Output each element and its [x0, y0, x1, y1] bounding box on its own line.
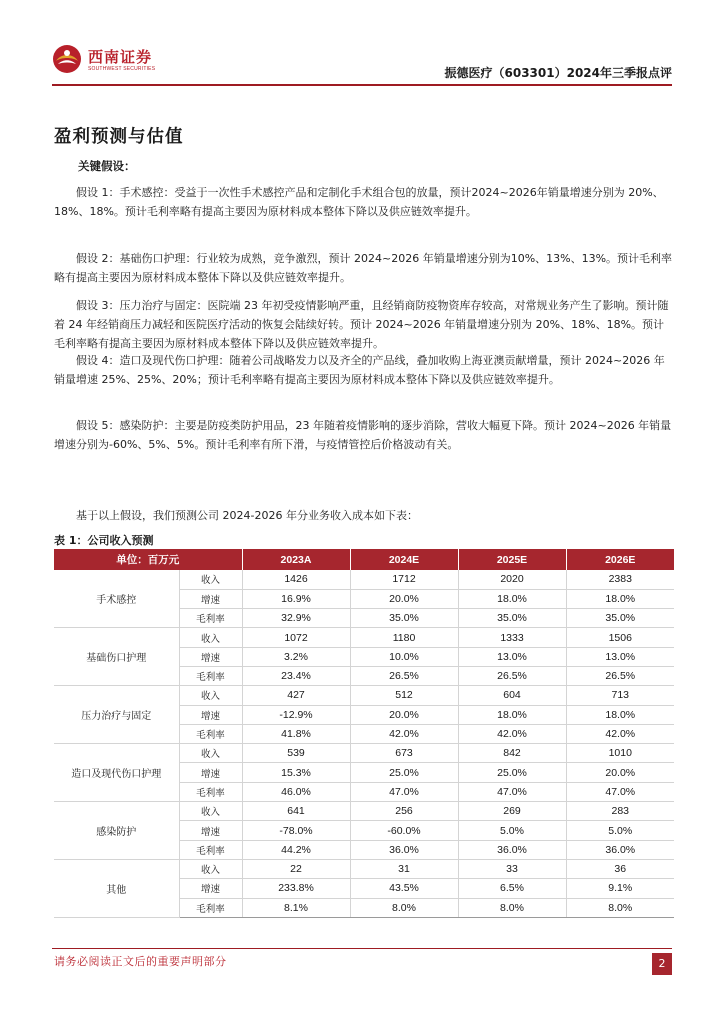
metric-label: 收入: [179, 802, 242, 821]
page-header: [0, 0, 724, 90]
table-cell: 23.4%: [242, 666, 350, 685]
table-intro-paragraph: 基于以上假设，我们预测公司 2024-2026 年分业务收入成本如下表：: [76, 509, 418, 522]
table-cell: 283: [566, 802, 674, 821]
table-cell: 641: [242, 802, 350, 821]
table-cell: 42.0%: [350, 724, 458, 743]
assumption-paragraph-3: 假设 3：压力治疗与固定：医院端 23 年初受疫情影响严重，且经销商防疫物资库存较高，对常规业务产生了影响。预计随着 24 年经销商压力减轻和医院医疗活动的恢复会陆续好转。预计 2024~2026 年销量增速分别为 20%、18%、18%。预计毛利率略有提高主要因为原材料成本整体下降以及供应链效率提升。: [54, 299, 669, 350]
segment-name: 感染防护: [54, 802, 179, 860]
table-row: [54, 802, 674, 821]
table-cell: -78.0%: [242, 821, 350, 840]
table-cell: 1010: [566, 744, 674, 763]
table-cell: 1506: [566, 628, 674, 647]
table-cell: 8.0%: [566, 898, 674, 917]
year-header: 2025E: [458, 549, 566, 570]
table-header-row: [54, 549, 674, 570]
table-cell: 36.0%: [350, 840, 458, 859]
table-cell: 16.9%: [242, 589, 350, 608]
table-cell: 713: [566, 686, 674, 705]
table-cell: 26.5%: [458, 666, 566, 685]
table-cell: 32.9%: [242, 609, 350, 628]
table-cell: 1072: [242, 628, 350, 647]
table-cell: 18.0%: [566, 705, 674, 724]
table-cell: -60.0%: [350, 821, 458, 840]
metric-label: 收入: [179, 859, 242, 878]
assumption-paragraph-1: 假设 1：手术感控：受益于一次性手术感控产品和定制化手术组合包的放量，预计2024~2026年销量增速分别为 20%、18%、18%。预计毛利率略有提高主要因为原材料成本整体下降以及供应链效率提升。: [54, 186, 664, 218]
metric-label: 收入: [179, 744, 242, 763]
logo-name-en: SOUTHWEST SECURITIES: [88, 66, 156, 72]
table-cell: 10.0%: [350, 647, 458, 666]
table-cell: 539: [242, 744, 350, 763]
table-cell: 233.8%: [242, 879, 350, 898]
year-header: 2026E: [566, 549, 674, 570]
assumption-paragraph-2: 假设 2：基础伤口护理：行业较为成熟，竞争激烈，预计 2024~2026 年销量增速分别为10%、13%、13%。预计毛利率略有提高主要因为原材料成本整体下降以及供应链效率提升。: [54, 252, 673, 284]
table-cell: 18.0%: [458, 705, 566, 724]
table-cell: 1712: [350, 570, 458, 589]
table-cell: 25.0%: [350, 763, 458, 782]
table-row: [54, 570, 674, 589]
page-number: 2: [652, 953, 672, 975]
segment-name: 基础伤口护理: [54, 628, 179, 686]
metric-label: 毛利率: [179, 898, 242, 917]
table-cell: 41.8%: [242, 724, 350, 743]
table-cell: 2020: [458, 570, 566, 589]
segment-name: 其他: [54, 859, 179, 917]
table-cell: 35.0%: [566, 609, 674, 628]
table-cell: 35.0%: [350, 609, 458, 628]
segment-name: 造口及现代伤口护理: [54, 744, 179, 802]
table-cell: 47.0%: [350, 782, 458, 801]
table-cell: 1333: [458, 628, 566, 647]
metric-label: 毛利率: [179, 840, 242, 859]
metric-label: 毛利率: [179, 724, 242, 743]
metric-label: 增速: [179, 879, 242, 898]
table-cell: 5.0%: [566, 821, 674, 840]
table-cell: 26.5%: [566, 666, 674, 685]
table-caption: 表 1：公司收入预测: [54, 534, 154, 547]
metric-label: 收入: [179, 570, 242, 589]
table-cell: 36.0%: [458, 840, 566, 859]
assumption-paragraph-5: 假设 5：感染防护：主要是防疫类防护用品，23 年随着疫情影响的逐步消除，营收大幅夏下降。预计 2024~2026 年销量增速分别为-60%、5%、5%。预计毛利率有所下滑，与疫情管控后价格波动有关。: [54, 419, 672, 451]
table-cell: 13.0%: [458, 647, 566, 666]
logo-name-cn: 西南证券: [88, 48, 153, 66]
table-cell: 42.0%: [566, 724, 674, 743]
year-header: 2023A: [242, 549, 350, 570]
table-cell: 20.0%: [350, 589, 458, 608]
report-title: 振德医疗（603301）2024年三季报点评: [444, 66, 672, 80]
footer-divider: [52, 948, 672, 949]
table-cell: 13.0%: [566, 647, 674, 666]
table-cell: 20.0%: [566, 763, 674, 782]
table-cell: 2383: [566, 570, 674, 589]
unit-header: 单位：百万元: [54, 549, 242, 570]
table-cell: 269: [458, 802, 566, 821]
table-cell: 20.0%: [350, 705, 458, 724]
section-title: 盈利预测与估值: [54, 127, 184, 147]
table-cell: 1180: [350, 628, 458, 647]
table-cell: 842: [458, 744, 566, 763]
table-cell: 3.2%: [242, 647, 350, 666]
table-cell: 256: [350, 802, 458, 821]
table-cell: 427: [242, 686, 350, 705]
metric-label: 增速: [179, 821, 242, 840]
table-cell: 47.0%: [566, 782, 674, 801]
table-cell: 26.5%: [350, 666, 458, 685]
southwest-securities-logo-icon: [52, 44, 82, 74]
table-row: [54, 859, 674, 878]
table-cell: 8.0%: [458, 898, 566, 917]
table-cell: 6.5%: [458, 879, 566, 898]
year-header: 2024E: [350, 549, 458, 570]
table-cell: 33: [458, 859, 566, 878]
key-assumptions-label: 关键假设：: [78, 159, 136, 173]
metric-label: 增速: [179, 589, 242, 608]
segment-name: 手术感控: [54, 570, 179, 628]
table-cell: 44.2%: [242, 840, 350, 859]
disclaimer-note: 请务必阅读正文后的重要声明部分: [54, 955, 227, 968]
metric-label: 增速: [179, 763, 242, 782]
table-row: [54, 628, 674, 647]
table-cell: 18.0%: [566, 589, 674, 608]
metric-label: 毛利率: [179, 609, 242, 628]
table-cell: 31: [350, 859, 458, 878]
table-cell: 9.1%: [566, 879, 674, 898]
table-row: [54, 686, 674, 705]
table-cell: 25.0%: [458, 763, 566, 782]
table-cell: 35.0%: [458, 609, 566, 628]
table-cell: 42.0%: [458, 724, 566, 743]
metric-label: 毛利率: [179, 782, 242, 801]
table-cell: 673: [350, 744, 458, 763]
table-cell: 1426: [242, 570, 350, 589]
table-cell: 512: [350, 686, 458, 705]
metric-label: 收入: [179, 686, 242, 705]
table-cell: 36.0%: [566, 840, 674, 859]
table-cell: 5.0%: [458, 821, 566, 840]
table-cell: 22: [242, 859, 350, 878]
table-cell: 43.5%: [350, 879, 458, 898]
table-cell: 8.1%: [242, 898, 350, 917]
header-divider: [52, 84, 672, 86]
table-cell: 36: [566, 859, 674, 878]
table-cell: 46.0%: [242, 782, 350, 801]
revenue-forecast-table: [54, 549, 674, 918]
table-cell: 8.0%: [350, 898, 458, 917]
table-cell: 18.0%: [458, 589, 566, 608]
segment-name: 压力治疗与固定: [54, 686, 179, 744]
metric-label: 增速: [179, 647, 242, 666]
table-cell: 15.3%: [242, 763, 350, 782]
table-row: [54, 744, 674, 763]
table-cell: 604: [458, 686, 566, 705]
table-cell: 47.0%: [458, 782, 566, 801]
table-cell: -12.9%: [242, 705, 350, 724]
metric-label: 毛利率: [179, 666, 242, 685]
metric-label: 收入: [179, 628, 242, 647]
metric-label: 增速: [179, 705, 242, 724]
assumption-paragraph-4: 假设 4：造口及现代伤口护理：随着公司战略发力以及齐全的产品线，叠加收购上海亚澳贡献增量，预计 2024~2026 年销量增速 25%、25%、20%；预计毛利率略有提高主要因为原材料成本整体下降以及供应链效率提升。: [54, 354, 665, 386]
